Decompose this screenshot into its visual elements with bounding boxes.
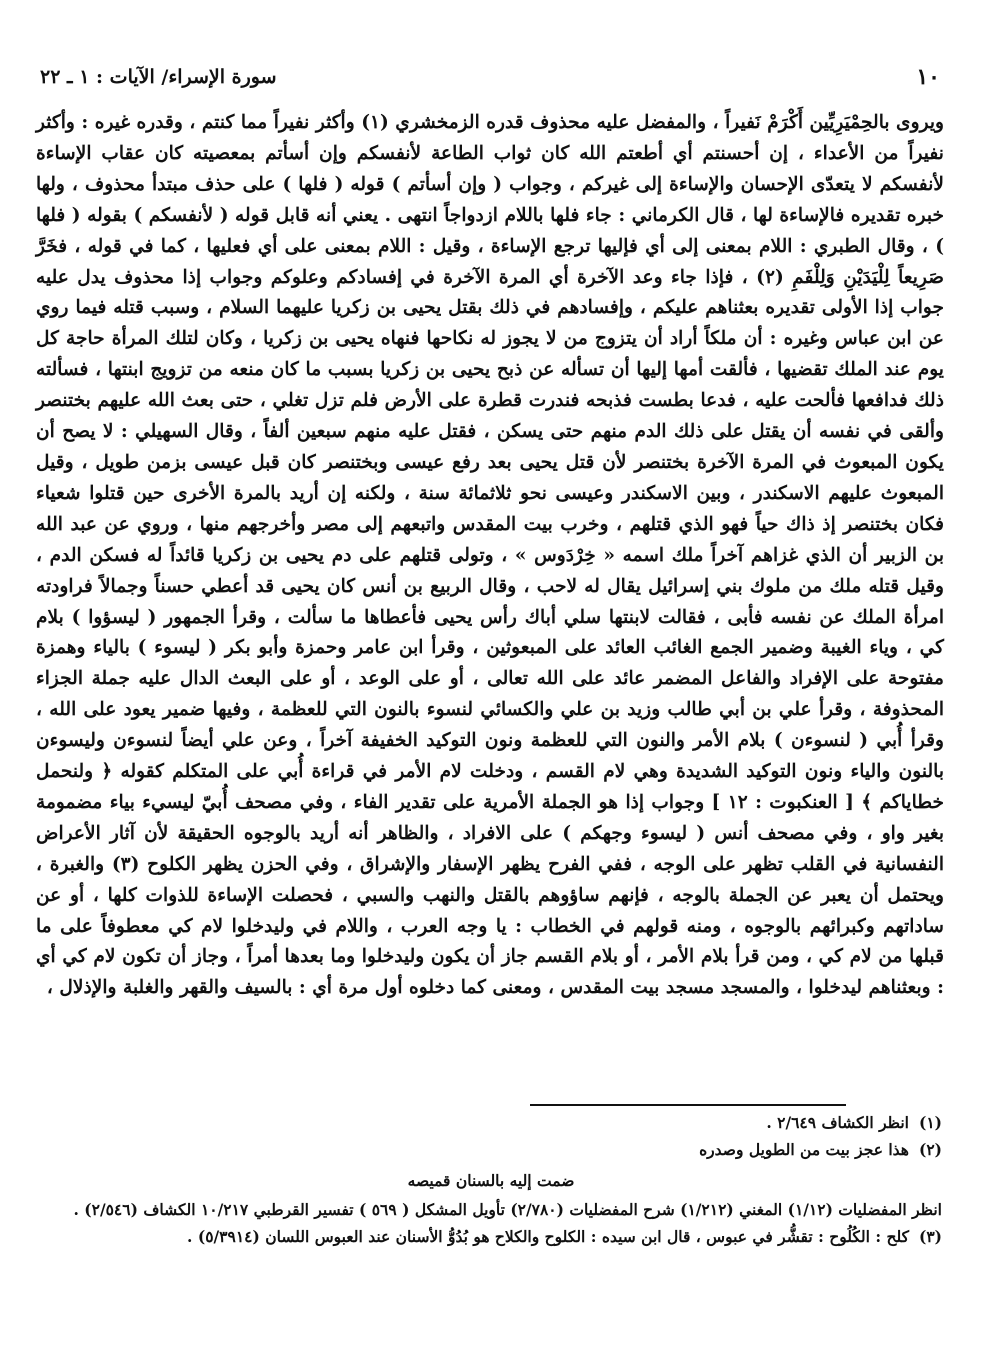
page-number: ١٠: [916, 64, 940, 90]
footnotes: [40, 1110, 942, 1251]
main-text: [36, 108, 944, 1004]
footnote-number: (٣): [918, 1227, 942, 1246]
page-header: [40, 60, 940, 94]
footnote-3: [40, 1224, 942, 1249]
footnote-number: (١): [918, 1113, 942, 1132]
footnote-1: [40, 1110, 942, 1135]
footnote-text: كلح : الكُلُوح : تقشُّر في عبوس ، قال ابن سيده : الكلوح والكلاح هو بُدُوُّ الأسنان عند العبوس اللسان (٥/٣٩١٤) .: [187, 1227, 909, 1246]
footnote-references: انظر المفضليات (١/١٢) المغني (١/٢١٢) شرح المفضليات (٢/٧٨٠) تأويل المشكل ( ٥٦٩ ) تفسير القرطبي ١٠/٢١٧ الكشاف (٢/٥٤٦) .: [73, 1200, 942, 1219]
footnote-number: (٢): [918, 1140, 942, 1159]
footnote-text: انظر الكشاف ٢/٦٤٩ .: [766, 1113, 909, 1132]
footnote-verse: ضمت إليه بالسنان قميصه: [407, 1171, 575, 1190]
running-title: سورة الإسراء/ الآيات : ١ ـ ٢٢: [40, 66, 277, 88]
footnote-2: [40, 1137, 942, 1162]
footnote-text: هذا عجز بيت من الطويل وصدره: [699, 1140, 909, 1159]
footnote-divider: [530, 1104, 846, 1106]
body-paragraph: ويروى بالحِمْيَرِيِّين أَكْرَمْ نَفيراً ، والمفضل عليه محذوف قدره الزمخشري (١) وأكثر نفيراً مما كنتم ، وقدره غيره : وأكثر نفيراً من الأعداء ، إن أحسنتم أي أطعتم الله كان ثواب الطاعة لأنفسكم وإن أسأتم بمعصيته كان عقاب الإساءة لأنفسكم لا يتعدّى الإحسان والإساءة إلى غيركم ، وجواب ( وإن أسأتم ) قوله ( فلها ) على حذف مبتدأ محذوف ، ولها خبره تقديره فالإساءة لها ، قال الكرماني : جاء فلها باللام ازدواجاً انتهى . يعني أنه قابل قوله ( لأنفسكم ) بقوله ( فلها ) ، وقال الطبري : اللام بمعنى إلى أي فإليها ترجع الإساءة ، وقيل : اللام بمعنى على أي فعليها ، كما في قوله ، فخَرَّ صَرِيعاً لِلْيَدَيْنِ وَلِلْفَمِ (٢) ، فإذا جاء وعد الآخرة أي المرة الآخرة في إفسادكم وعلوكم وجواب إذا محذوف يدل عليه جواب إذا الأولى تقديره بعثناهم عليكم ، وإفسادهم في ذلك بقتل يحيى بن زكريا عليهما السلام ، وسبب قتله فيما روي عن ابن عباس وغيره : أن ملكاً أراد أن يتزوج من لا يجوز له نكاحها فنهاه يحيى بن زكريا ، وكان لتلك المرأة حاجة كل يوم عند الملك تقضيها ، فألقت أمها إليها أن تسأله عن ذبح يحيى بن زكريا بسبب ما كان منعه من تزويج ابنتها ، فسألته ذلك فدافعها فألحت عليه ، فدعا بطست فذبحه فندرت قطرة على الأرض فلم تزل تغلي ، حتى بعث الله عليهم بختنصر وألقى في نفسه أن يقتل على ذلك الدم منهم حتى يسكن ، فقتل عليه منهم سبعين ألفاً ، وقال السهيلي : لا يصح أن يكون المبعوث في المرة الآخرة بختنصر لأن قتل يحيى بعد رفع عيسى وبختنصر كان قبل عيسى بزمن طويل ، وقيل المبعوث عليهم الاسكندر ، وبين الاسكندر وعيسى نحو ثلاثمائة سنة ، ولكنه إن أريد بالمرة الأخرى حين قتلوا شعياء فكان بختنصر إذ ذاك حياً فهو الذي قتلهم ، وخرب بيت المقدس واتبعهم إلى مصر وأخرجهم منها ، وروي عن عبد الله بن الزبير أن الذي غزاهم آخراً ملك اسمه « خِرْدَوس » ، وتولى قتلهم على دم يحيى بن زكريا قائداً له فسكن الدم ، وقيل قتله ملك من ملوك بني إسرائيل يقال له لاحب ، وقال الربيع بن أنس كان يحيى قد أعطي حسناً وجمالاً فراودته امرأة الملك عن نفسه فأبى ، فقالت لابنتها سلي أباك رأس يحيى فأعطاها ما سألت ، وقرأ الجمهور ( ليسؤوا ) بلام كي ، وياء الغيبة وضمير الجمع الغائب العائد على المبعوثين ، وقرأ ابن عامر وحمزة وأبو بكر ( ليسوء ) بالياء وهمزة مفتوحة على الإفراد والفاعل المضمر عائد على الله تعالى ، أو على الوعد ، أو على البعث الدال عليه جملة الجزاء المحذوفة ، وقرأ علي بن أبي طالب وزيد بن علي والكسائي لنسوء بالنون التي للعظمة ، وفيها ضمير يعود على الله ، وقرأ أُبي ( لنسوءن ) بلام الأمر والنون التي للعظمة ونون التوكيد الخفيفة آخراً ، وعن علي أيضاً لنسوءن وليسوءن بالنون والياء ونون التوكيد الشديدة وهي لام القسم ، ودخلت لام الأمر في قراءة أُبي على المتكلم كقوله ﴿ ولنحمل خطاياكم ﴾ [ العنكبوت : ١٢ ] وجواب إذا هو الجملة الأمرية على تقدير الفاء ، وفي مصحف أُبيّ ليسيء بياء مضمومة بغير واو ، وفي مصحف أنس ( ليسوء وجهكم ) على الافراد ، والظاهر أنه أريد بالوجوه الحقيقة لأن آثار الأعراض النفسانية في القلب تظهر على الوجه ، ففي الفرح يظهر الإسفار والإشراق ، وفي الحزن يظهر الكلوح (٣) والغبرة ، ويحتمل أن يعبر عن الجملة بالوجه ، فإنهم ساؤوهم بالقتل والنهب والسبي ، فحصلت الإساءة للذوات كلها ، أو عن ساداتهم وكبرائهم بالوجوه ، ومنه قولهم في الخطاب : يا وجه العرب ، واللام في وليدخلوا لام كي معطوفاً على ما قبلها من لام كي ، ومن قرأ بلام الأمر ، أو بلام القسم جاز أن يكون وليدخلوا وما بعدها أمراً ، وجاز أن تكون لام كي أي : وبعثناهم ليدخلوا ، والمسجد مسجد بيت المقدس ، ومعنى كما دخلوه أول مرة أي : بالسيف والقهر والغلبة والإذلال ،: [36, 112, 944, 999]
